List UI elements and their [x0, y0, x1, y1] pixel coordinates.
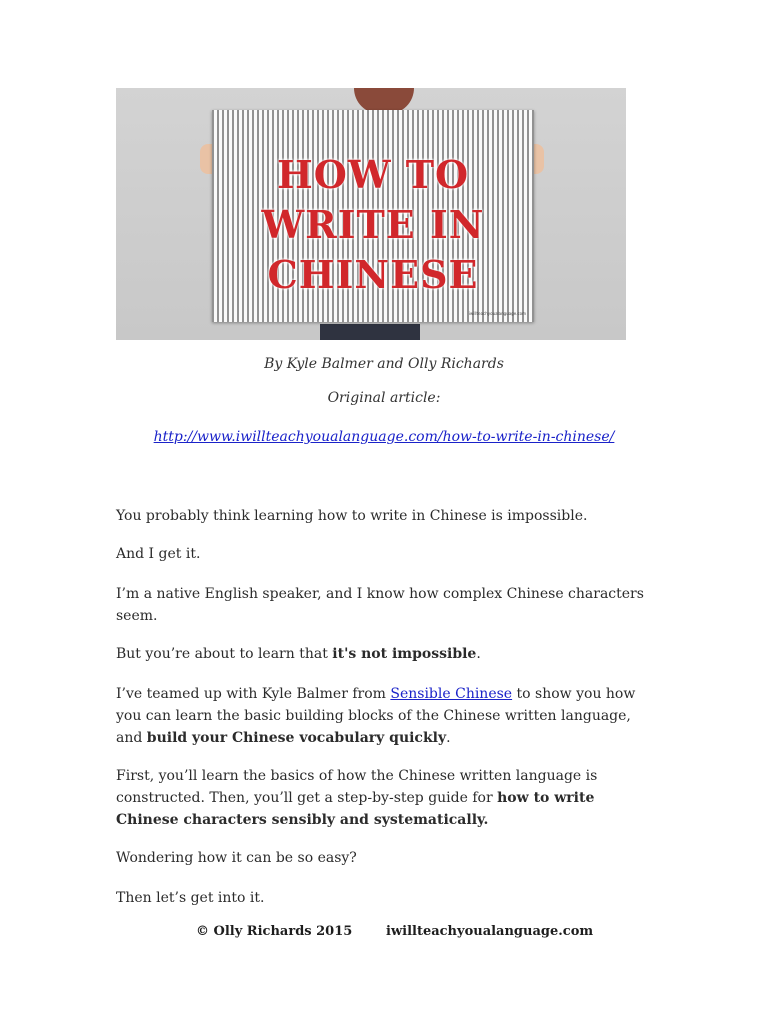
emphasis: it's not impossible: [332, 646, 477, 662]
original-article-label: Original article:: [327, 390, 441, 406]
poster-title-line: HOW TO: [276, 152, 470, 197]
paragraph: [116, 683, 646, 749]
paragraph: You probably think learning how to write in Chinese is impossible.: [116, 508, 588, 524]
text: to show you how you can learn the basic building blocks of the Chinese written language, and: [116, 686, 636, 746]
paragraph: And I get it.: [116, 546, 201, 562]
hero-image: [116, 88, 626, 340]
paragraph: Wondering how it can be so easy?: [116, 850, 357, 866]
text: But you’re about to learn that: [116, 646, 333, 662]
person-torso: [320, 324, 420, 340]
original-article-url: [116, 429, 652, 445]
emphasis: build your Chinese vocabulary quickly: [146, 730, 447, 746]
poster-title-line: WRITE IN: [261, 202, 485, 247]
footer-site: iwillteachyoualanguage.com: [386, 924, 594, 939]
text: First, you’ll learn the basics of how the Chinese written language is constructed. Then, you’ll get a step-by-step guide for: [116, 768, 598, 806]
poster-site-mark: iwillteachyoualanguage.com: [468, 311, 526, 316]
paragraph: Then let’s get into it.: [116, 890, 265, 906]
sensible-chinese-link[interactable]: Sensible Chinese: [390, 686, 513, 702]
poster-title-line: CHINESE: [267, 252, 479, 297]
article-link[interactable]: http://www.iwillteachyoualanguage.com/how-to-write-in-chinese/: [153, 429, 615, 445]
emphasis: how to write Chinese characters sensibly and systematically.: [116, 790, 595, 828]
poster-title: [212, 150, 534, 300]
text: I’ve teamed up with Kyle Balmer from: [116, 686, 391, 702]
paragraph: [116, 643, 646, 665]
copyright: © Olly Richards 2015: [196, 924, 353, 939]
paragraph: I’m a native English speaker, and I know how complex Chinese characters seem.: [116, 586, 644, 624]
authors-line: By Kyle Balmer and Olly Richards: [264, 356, 504, 372]
text: .: [446, 730, 451, 746]
text: .: [476, 646, 481, 662]
paragraph: [116, 765, 646, 831]
poster: [212, 110, 534, 322]
